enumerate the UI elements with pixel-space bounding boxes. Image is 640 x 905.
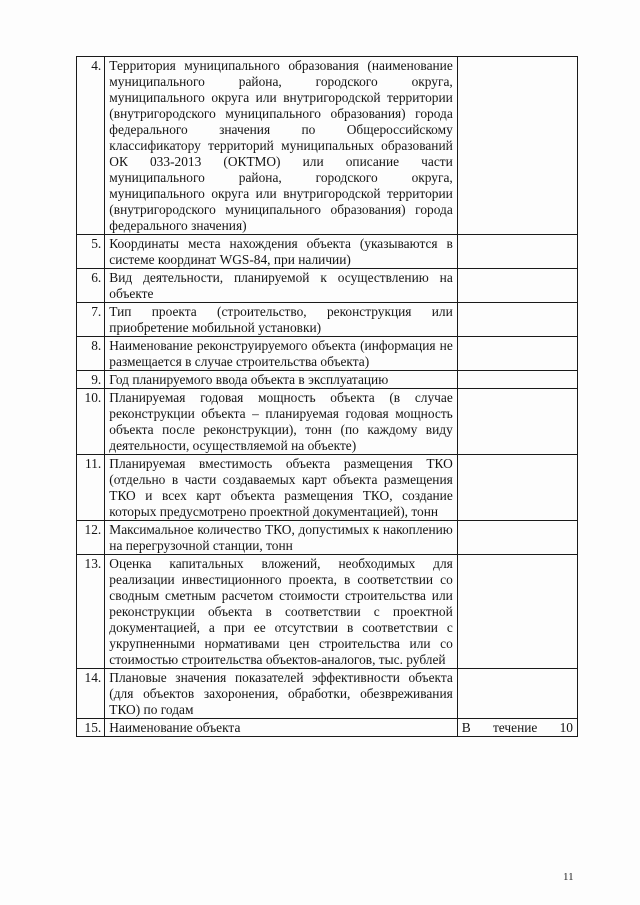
row-number: 5. xyxy=(77,235,105,269)
table-row xyxy=(77,371,578,389)
row-description: Наименование объекта xyxy=(105,719,458,737)
row-value xyxy=(457,303,577,337)
row-number: 9. xyxy=(77,371,105,389)
row-description: Вид деятельности, планируемой к осуществлению на объекте xyxy=(105,269,458,303)
row-description: Территория муниципального образования (наименование муниципального района, городского округа, муниципального округа или внутригородской территории (внутригородского муниципального образования) города федерального значения по Общероссийскому классификатору территорий муниципальных образований ОК 033-2013 (ОКТМО) или описание части муниципального района, городского округа, муниципального округа или внутригородской территории (внутригородского муниципального образования) города федерального значения) xyxy=(105,57,458,235)
row-value xyxy=(457,389,577,455)
row-description: Наименование реконструируемого объекта (информация не размещается в случае строительства объекта) xyxy=(105,337,458,371)
table-row xyxy=(77,303,578,337)
table-row xyxy=(77,455,578,521)
row-number: 14. xyxy=(77,669,105,719)
table-row xyxy=(77,57,578,235)
row-description: Планируемая вместимость объекта размещения ТКО (отдельно в части создаваемых карт объекта размещения ТКО и всех карт объекта размещения ТКО, создание которых предусмотрено проектной документацией), тонн xyxy=(105,455,458,521)
table-row xyxy=(77,269,578,303)
row-value xyxy=(457,521,577,555)
requirements-table xyxy=(76,56,578,737)
row-description: Тип проекта (строительство, реконструкция или приобретение мобильной установки) xyxy=(105,303,458,337)
row-number: 10. xyxy=(77,389,105,455)
row-number: 7. xyxy=(77,303,105,337)
row-description: Год планируемого ввода объекта в эксплуатацию xyxy=(105,371,458,389)
row-number: 12. xyxy=(77,521,105,555)
row-value xyxy=(457,371,577,389)
row-description: Плановые значения показателей эффективности объекта (для объектов захоронения, обработки, обезвреживания ТКО) по годам xyxy=(105,669,458,719)
page-number: 11 xyxy=(563,871,574,883)
table-row xyxy=(77,669,578,719)
row-value-part: В xyxy=(461,720,471,735)
row-description: Оценка капитальных вложений, необходимых для реализации инвестиционного проекта, в соответствии со сводным сметным расчетом стоимости строительства или реконструкции объекта в соответствии с проектной документацией, а при ее отсутствии в соответствии с укрупненными нормативами цен строительства или со стоимостью строительства объектов-аналогов, тыс. рублей xyxy=(105,555,458,669)
row-description: Планируемая годовая мощность объекта (в случае реконструкции объекта – планируемая годовая мощность объекта после реконструкции), тонн (по каждому виду деятельности, осуществляемой на объекте) xyxy=(105,389,458,455)
row-value xyxy=(457,555,577,669)
row-number: 13. xyxy=(77,555,105,669)
row-number: 4. xyxy=(77,57,105,235)
row-description: Координаты места нахождения объекта (указываются в системе координат WGS-84, при наличии) xyxy=(105,235,458,269)
table-row xyxy=(77,521,578,555)
table-row xyxy=(77,235,578,269)
row-value xyxy=(457,235,577,269)
table-row xyxy=(77,337,578,371)
row-value xyxy=(457,669,577,719)
table-row xyxy=(77,719,578,737)
table-row xyxy=(77,555,578,669)
table-row xyxy=(77,389,578,455)
row-value xyxy=(457,337,577,371)
row-value-part: 10 xyxy=(559,720,573,735)
row-number: 11. xyxy=(77,455,105,521)
row-value xyxy=(457,455,577,521)
row-number: 6. xyxy=(77,269,105,303)
row-description: Максимальное количество ТКО, допустимых к накоплению на перегрузочной станции, тонн xyxy=(105,521,458,555)
row-number: 8. xyxy=(77,337,105,371)
row-value xyxy=(457,269,577,303)
row-value-part: течение xyxy=(492,720,538,735)
row-value xyxy=(457,719,577,737)
row-number: 15. xyxy=(77,719,105,737)
row-value xyxy=(457,57,577,235)
